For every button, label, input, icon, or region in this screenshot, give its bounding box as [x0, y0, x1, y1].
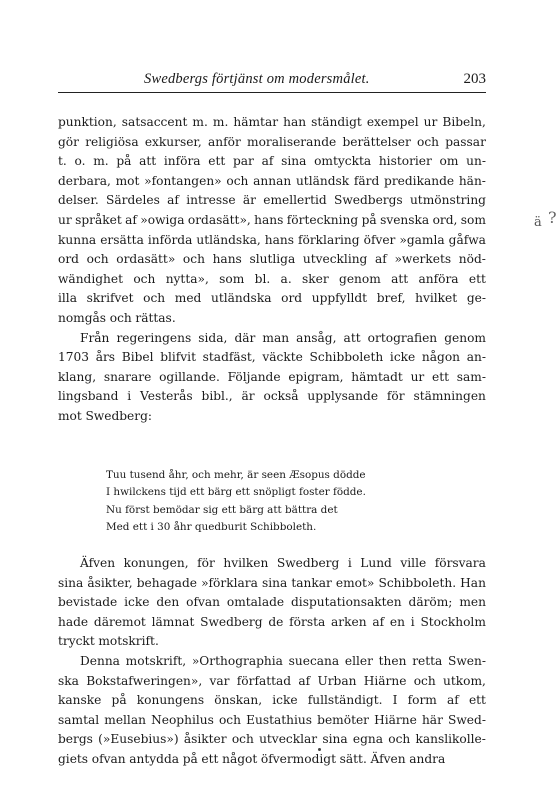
text-line: lingsband i Vesterås bibl., är också upplysande för stämningen	[58, 389, 486, 404]
margin-question-mark: ?	[548, 208, 557, 227]
margin-note: ä	[534, 215, 542, 230]
text-line: t. o. m. på att införa ett par af sina omtyckta historier om un-	[58, 154, 486, 169]
text-line: nomgås och rättas.	[58, 310, 176, 325]
text-line: punktion, satsaccent m. m. hämtar han ständigt exempel ur Bibeln,	[58, 115, 486, 129]
paragraph	[58, 554, 486, 652]
paragraph	[58, 652, 486, 770]
text-line: ord och ordasätt» och hans slutliga utveckling af »werkets nöd-	[58, 252, 486, 267]
text-line: ska Bokstafweringen», var författad af Urban Hiärne och utkom,	[58, 673, 486, 688]
text-line: bevistade icke den ofvan omtalade disputationsakten däröm; men	[58, 595, 486, 610]
epigram-poem	[106, 467, 366, 537]
text-line: bergs (»Eusebius») åsikter och utvecklar sina egna och kanslikolle-	[58, 732, 486, 747]
text-line: tryckt motskrift.	[58, 634, 159, 649]
text-line: sina åsikter, behagade »förklara sina tankar emot» Schibboleth. Han	[58, 575, 486, 590]
text-line: derbara, mot »fontangen» och annan utländsk färd predikande hän-	[58, 173, 486, 188]
text-line: kanske på konungens önskan, icke fullständigt. I form af ett	[58, 693, 486, 708]
ink-speck	[318, 748, 321, 751]
poem-line: I hwilckens tijd ett bärg ett snöpligt foster födde.	[106, 486, 366, 499]
text-line: Från regeringens sida, där man ansåg, att ortografien genom	[80, 330, 486, 345]
text-line: delser. Särdeles af intresse är emellertid Swedbergs utmönstring	[58, 193, 486, 208]
text-line: hade däremot lämnat Swedberg de första arken af en i Stockholm	[58, 614, 486, 629]
body-text-upper	[58, 113, 486, 427]
text-line: illa skrifvet och med utländska ord uppfylldt bref, hvilket ge-	[58, 291, 486, 306]
text-line: samtal mellan Neophilus och Eustathius bemöter Hiärne här Swed-	[58, 712, 486, 727]
page-header	[58, 71, 486, 93]
text-line: ur språket af »owiga ordasätt», hans förteckning på svenska ord, som	[58, 212, 486, 227]
text-line: Denna motskrift, »Orthographia suecana eller then retta Swen-	[80, 653, 486, 668]
text-line: wändighet och nytta», som bl. a. sker genom att anföra ett	[58, 271, 486, 286]
text-line: giets ofvan antydda på ett något öfvermodigt sätt. Äfven andra	[58, 751, 446, 766]
text-line: gör religiösa exkurser, anför moraliserande berättelser och passar	[58, 134, 486, 149]
text-line: 1703 års Bibel blifvit stadfäst, väckte Schibboleth icke någon an-	[58, 350, 486, 365]
text-line: kunna ersätta införda utländska, hans förklaring öfver »gamla gåfwa	[58, 232, 486, 247]
poem-line: Tuu tusend åhr, och mehr, är seen Æsopus dödde	[106, 469, 366, 481]
text-line: mot Swedberg:	[58, 408, 152, 423]
paragraph	[58, 329, 486, 427]
paragraph	[58, 113, 486, 329]
body-text-lower	[58, 554, 486, 770]
running-title: Swedbergs förtjänst om modersmålet.	[144, 71, 370, 87]
poem-line: Nu först bemödar sig ett bärg att bättra det	[106, 503, 338, 516]
text-line: klang, snarare ogillande. Följande epigram, hämtadt ur ett sam-	[58, 369, 486, 384]
text-line: Äfven konungen, för hvilken Swedberg i Lund ville försvara	[80, 556, 486, 570]
header-rule	[58, 92, 486, 93]
page-number: 203	[463, 71, 486, 87]
poem-line: Med ett i 30 åhr quedburit Schibboleth.	[106, 521, 317, 534]
